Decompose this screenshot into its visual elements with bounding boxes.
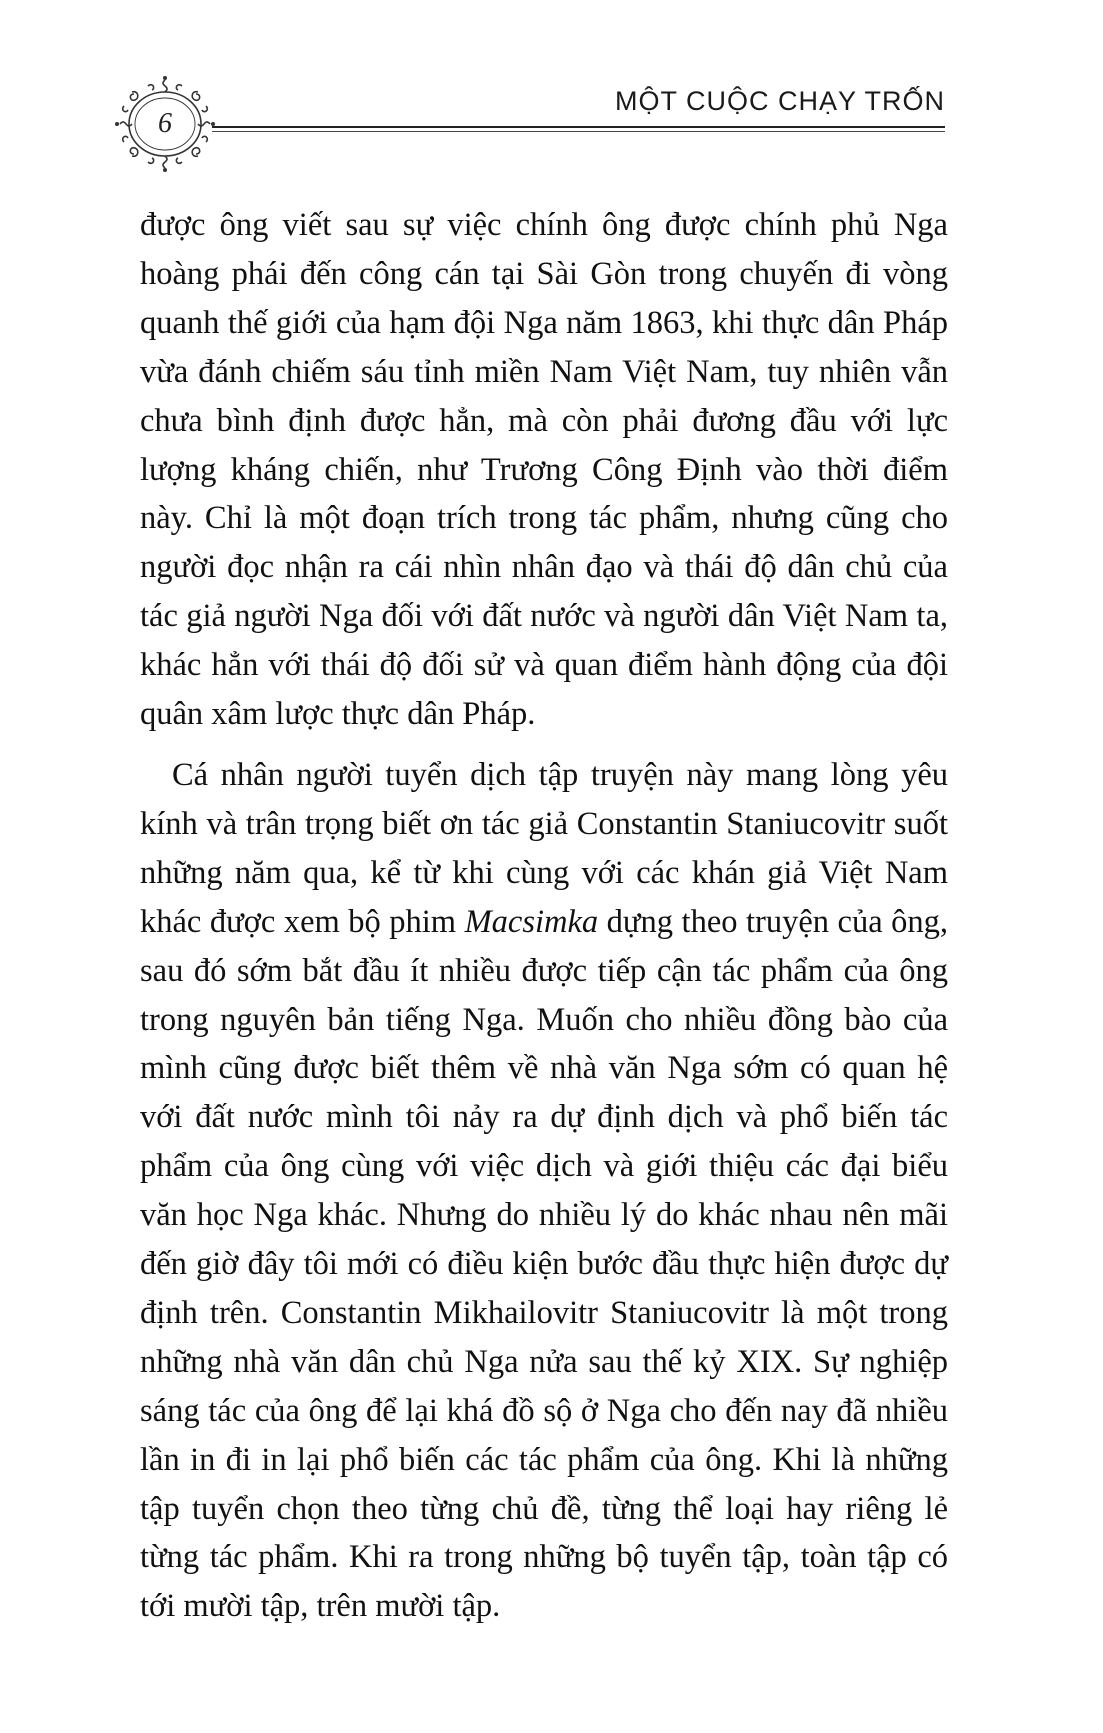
body-text	[140, 201, 948, 1631]
film-title: Macsimka	[464, 903, 599, 940]
paragraph-2	[140, 751, 948, 1631]
page-number: 6	[158, 108, 172, 139]
running-title: MỘT CUỘC CHẠY TRỐN	[614, 86, 945, 116]
paragraph-2-part-2: dựng theo truyện của ông, sau đó sớm bắt đầu ít nhiều được tiếp cận tác phẩm của ông trong nguyên bản tiếng Nga. Muốn cho nhiều đồng bào của mình cũng được biết thêm về nhà văn Nga sớm có quan hệ với đất nước mình tôi nảy ra dự định dịch và phổ biến tác phẩm của ông cùng với việc dịch và giới thiệu các đại biểu văn học Nga khác. Nhưng do nhiều lý do khác nhau nên mãi đến giờ đây tôi mới có điều kiện bước đầu thực hiện được dự định trên. Constantin Mikhailovitr Staniucovitr là một trong những nhà văn dân chủ Nga nửa sau thế kỷ XIX. Sự nghiệp sáng tác của ông để lại khá đồ sộ ở Nga cho đến nay đã nhiều lần in đi in lại phổ biến các tác phẩm của ông. Khi là những tập tuyển chọn theo từng chủ đề, từng thể loại hay riêng lẻ từng tác phẩm. Khi ra trong những bộ tuyển tập, toàn tập có tới mười tập, trên mười tập.	[140, 903, 948, 1625]
header-rule-secondary	[212, 131, 945, 132]
paragraph-1: được ông viết sau sự việc chính ông được chính phủ Nga hoàng phái đến công cán tại Sài Gòn trong chuyến đi vòng quanh thế giới của hạm đội Nga năm 1863, khi thực dân Pháp vừa đánh chiếm sáu tỉnh miền Nam Việt Nam, tuy nhiên vẫn chưa bình định được hẳn, mà còn phải đương đầu với lực lượng kháng chiến, như Trương Công Định vào thời điểm này. Chỉ là một đoạn trích trong tác phẩm, nhưng cũng cho người đọc nhận ra cái nhìn nhân đạo và thái độ dân chủ của tác giả người Nga đối với đất nước và người dân Việt Nam ta, khác hẳn với thái độ đối sử và quan điểm hành động của đội quân xâm lược thực dân Pháp.	[140, 207, 948, 733]
header-rule	[212, 126, 945, 128]
paragraph-2-part-1: Cá nhân người tuyển dịch tập truyện này mang lòng yêu kính và trân trọng biết ơn tác giả Constantin Staniucovitr suốt những năm qua, kể từ khi cùng với các khán giả Việt Nam khác được xem bộ phim	[140, 756, 948, 940]
